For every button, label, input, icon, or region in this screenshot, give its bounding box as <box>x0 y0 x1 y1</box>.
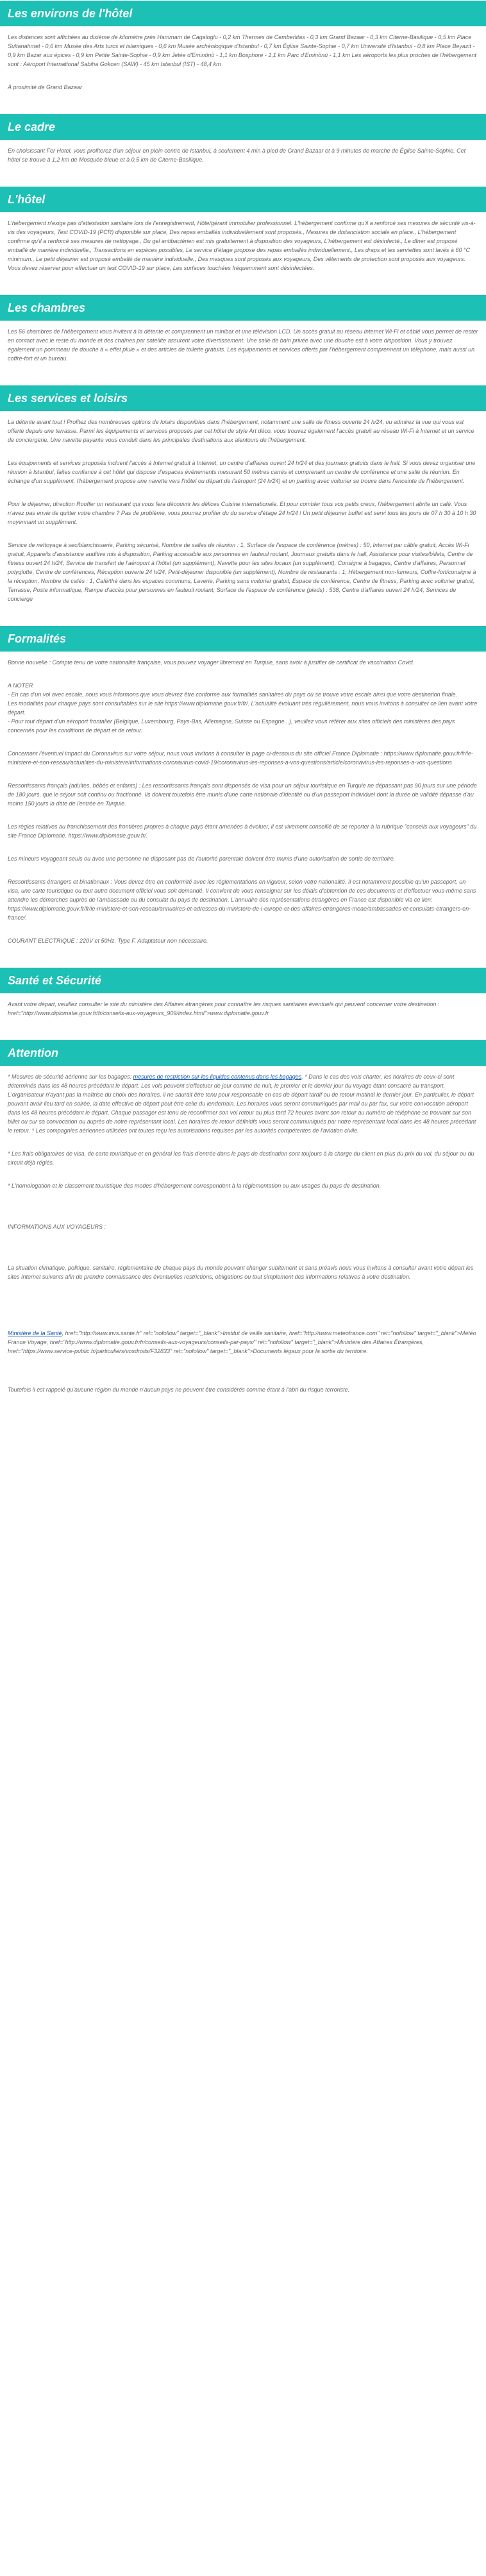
formalites-french-nationals: Ressortissants français (adultes, bébés et enfants) : Les ressortissants français sont dispensés de visa pour un séjour touristique en Turquie ne dépassant pas 90 jours sur une période de 180 jours, que le séjour soit continu ou fractionné. Ils doivent toutefois être munis d'une carte nationale d'identité ou d'un passeport individuel dont la durée de validité dépasse d'au moins 150 jours la date de l'entrée en Turquie. <box>8 782 477 807</box>
services-amenities-list: Service de nettoyage à sec/blanchisserie, Parking sécurisé, Nombre de salles de réunion : 1, Surface de l'espace de conférence (mètres) : 50, Internet par câble gratuit, Accès Wi-Fi gratuit, Appareils d'assistance auditive mis à disposition, Parking accessible aux personnes en fauteuil roulant, Journaux gratuits dans le hall, Assistance pour visites/billets, Centre de fitness ouvert 24 h/24, Service de transfert de l'aéroport à l'hôtel (un supplément), Navette pour les sites locaux (un supplément), Consigne à bagages, Centre d'affaires, Personnel polyglotte, Centre de conférences, Réception ouverte 24 h/24, Petit-déjeuner disponible (un supplément), Nombre de restaurants : 1, Hébergement non-fumeurs, Coffre-fort/consigne à la réception, Nombre de cafés : 1, Café/thé dans les espaces communs, Laverie, Parking sans voiturier gratuit, Espace de conférence, Centre de fitness, Parking avec voiturier gratuit, Terrasse, Poste informatique, Rampe d'accès pour personnes en fauteuil roulant, Surface de l'espace de conférence (pieds) : 538, Centre d'affaires ouvert 24 h/24, Services de concierge <box>8 542 476 602</box>
attention-flights-prefix: * Mesures de sécurité aérienne sur les bagages: <box>8 1073 133 1080</box>
attention-flights <box>8 1072 478 1135</box>
formalites-note-line: - En cas d'un vol avec escale, nous vous informons que vous devrez être conforme aux formalités sanitaires du pays où se trouve votre escale ainsi que votre destination finale. <box>8 691 458 698</box>
section-formalites <box>0 625 486 967</box>
services-dining: Pour le déjeuner, direction Rooffer un restaurant qui vous fera découvrir les délices Cuisine internationale. Et pour combler tous vos petits creux, l'hébergement abrite un café. Vous n'avez pas envie de quitter votre chambre ? Pas de problème, vous pourrez profiter du du service d'étage 24 h/24 ! Un petit déjeuner buffet est servi tous les jours de 07 h 30 à 10 h 30 moyennant un supplément. <box>8 501 476 525</box>
ministere-sante-link[interactable]: Ministère de la Santé <box>8 1330 62 1336</box>
section-title-cadre: Le cadre <box>0 114 486 140</box>
section-body-formalites <box>0 658 486 967</box>
section-chambres <box>0 294 486 385</box>
section-body-hotel <box>0 219 486 294</box>
formalites-border-rules: Les règles relatives au franchissement des frontières propres à chaque pays étant amenées à évoluer, il est vivement conseillé de se reporter à la rubrique "conseils aux voyageurs" du site France Diplomatie. https://www.diplomatie.gouv.fr/. <box>8 823 477 839</box>
environs-proximity: À proximité de Grand Bazaar <box>8 84 83 90</box>
section-body-chambres <box>0 327 486 385</box>
section-cadre <box>0 114 486 186</box>
section-title-attention: Attention <box>0 1040 486 1066</box>
section-title-formalites: Formalités <box>0 625 486 652</box>
attention-flights-text: . * Dans le cas des vols charter, les horaires de ceux-ci sont déterminés dans les 48 heures précédant le départ. Les vols peuvent s'effectuer de jour comme de nuit, le premier et le dernier jour du voyage étant consacré au transport. L'organisateur n'ayant pas la maîtrise du choix des horaires, il ne saurait être tenu pour responsable en cas de départ tardif ou de retour matinal le dernier jour. En particulier, le départ pouvant avoir lieu tard en soirée, la date effective de départ peut être celle du lendemain. Les horaires vous seront communiqués par mail ou par fax, sur votre convocation aéroport dans les 48 heures précédant le départ. Chaque passager est tenu de reconfirmer son vol retour au plus tard 72 heures avant son retour au numéro de téléphone se trouvant sur son billet ou sur sa convocation ou auprès de notre représentant local. Les horaires de retour définitifs vous seront communiqués par notre représentant local dans les 48 heures précédant le retour. * Les compagnies aériennes utilisées ont toutes reçu les autorisations requises par les autorités compétentes de l'aviation civile. <box>8 1073 476 1134</box>
formalites-note-line: - Pour tout départ d'un aéroport frontalier (Belgique, Luxembourg, Pays-Bas, Allemagne, Suisse ou Espagne...), veuillez vous référer aux sites officiels des ministères des pays concernés pour les conditions de départ et de retour. <box>8 718 455 734</box>
formalites-intro: Bonne nouvelle : Compte tenu de votre nationalité française, vous pouvez voyager librement en Turquie, sans avoir à justifier de certificat de vaccination Covid. <box>8 659 415 666</box>
attention-info-text: La situation climatique, politique, sanitaire, réglementaire de chaque pays du monde pouvant changer subitement et sans préavis nous vous invitons à consulter avant votre départ les sites Internet suivants afin de prendre connaissance des éventuelles restrictions, obligations ou tout simplement des informations relatives à votre destination. <box>8 1265 474 1280</box>
spacer <box>8 1238 478 1263</box>
sante-text: Avant votre départ, veuillez consulter le site du ministère des Affaires étrangères pour connaître les risques sanitaires éventuels qui peuvent concerner votre destination : href="http://www.diplomatie.gouv.fr/fr/conseils-aux-voyageurs_909/index.html">www.diplomatie.gouv.fr <box>8 1001 440 1016</box>
formalites-minors: Les mineurs voyageant seuls ou avec une personne ne disposant pas de l'autorité parentale doivent être munis d'une autorisation de sortie de territoire. <box>8 855 396 862</box>
formalites-note-line: Les modalités pour chaque pays sont consultables sur le site https://www.diplomatie.gouv.fr/fr/. L'actualité évoluant très régulièrement, nous vous invitons à consulter ce lien avant votre départ. <box>8 700 478 716</box>
spacer <box>8 1313 478 1329</box>
section-attention <box>0 1040 486 1416</box>
section-hotel <box>0 186 486 294</box>
environs-distances: Les distances sont affichées au dixième de kilomètre près Hammam de Cagaloglu - 0,2 km Thermes de Cemberlitas - 0,3 km Grand Bazaar - 0,3 km Citerne-Basilique - 0,5 km Place Sultanahmet - 0,6 km Musée des Arts turcs et islamiques - 0,6 km Musée archéologique d'Istanbul - 0,7 km Église Sainte-Sophie - 0,7 km Université d'Istanbul - 0,8 km Place Beyazit - 0,9 km Bazar aux épices - 0,9 km Petite Sainte-Sophie - 0,9 km Jetée d'Eminönü - 1,1 km Bosphore - 1,1 km Parc d'Eminönü - 1,1 km Les aéroports les plus proches de l'hébergement sont : Aéroport International Sabiha Gokcen (SAW) - 45 km Istanbul (IST) - 48,4 km <box>8 34 477 67</box>
section-body-cadre <box>0 146 486 186</box>
formalites-foreign-nationals: Ressortissants étrangers et binationaux : Vous devez être en conformité avec les réglementations en vigueur, selon votre nationalité. Il est notamment possible qu'un passeport, un visa, une carte touristique ou tout autre document officiel vous soit demandé. Il convient de vous renseigner sur les délais d'obtention de ces documents et d'effectuer vous-même sans attendre les démarches auprès de l'ambassade ou du consulat du pays de destination. L'annuaire des représentations étrangères en France est disponible via ce lien: https://www.diplomatie.gouv.fr/fr/le-ministere-et-son-reseau/annuaires-et-adresses-du-ministere-de-l-europe-et-des-affaires-etrangeres-meae/ambassades-et-consulats-etrangers-en-france/. <box>8 879 476 921</box>
hotel-text: L'hébergement n'exige pas d'attestation sanitaire lors de l'enregistrement, Hôte/gérant immobilier professionnel. L'hébergement confirme qu'il a renforcé ses mesures de sécurité vis-à-vis des voyageurs, Test COVID-19 (PCR) disponible sur place, Des repas emballés individuellement sont proposés., Mesures de distanciation sociale en place., L'hébergement confirme qu'il a renforcé ses mesures de nettoyage., Du gel antibactérien est mis gratuitement à disposition des voyageurs, L'hébergement est désinfecté., Le dîner est proposé emballé de manière individuelle., Transactions en espèces possibles, Le service d'étage propose des repas emballés individuellement., Les draps et les serviettes sont lavés à 60 °C minimum., Le petit déjeuner est proposé emballé de manière individuelle., Des masques sont proposés aux voyageurs, Des vêtements de protection sont proposés aux voyageurs. Vous devez réserver pour effectuer un test COVID-19 sur place, Les surfaces touchées fréquemment sont désinfectées. <box>8 220 476 271</box>
formalites-coronavirus: Concernant l'éventuel impact du Coronavirus sur votre séjour, nous vous invitons à consulter la page ci-dessous du site officiel France Diplomatie : https://www.diplomatie.gouv.fr/fr/le-ministere-et-son-reseau/actualites-du-ministere/informations-coronavirus-covid-19/coronavirus-les-reponses-a-vos-questions/article/coronavirus-les-reponses-a-vos-questions <box>8 750 473 766</box>
services-leisure: La détente avant tout ! Profitez des nombreuses options de loisirs disponibles dans l'hébergement, notamment une salle de fitness ouverte 24 h/24, ou admirez la vue qui vous est offerte depuis une terrasse. Parmi les équipements et services proposés par cet hôtel de style Art déco, vous trouvez également l'accès gratuit au réseau Wi-Fi à Internet et un service de conciergerie. Une navette payante vous conduit dans les principales destinations aux alentours de l'hébergement. <box>8 419 474 443</box>
section-title-environs: Les environs de l'hôtel <box>0 0 486 26</box>
section-title-hotel: L'hôtel <box>0 186 486 212</box>
attention-links-text: , href="http://www.invs.sante.fr" rel="nofollow" target="_blank">Institut de veille sanitaire, href="http://www.meteofrance.com" rel="nofollow" target="_blank">Météo France Voyage, href="http://www.diplomatie.gouv.fr/fr/conseils-aux-voyageurs/conseils-par-pays/" rel="nofollow" target="_blank">Ministère des Affaires Étrangères, href="https://www.service-public.fr/particuliers/vosdroits/F32833" rel="nofollow" target="_blank">Documents légaux pour la sortie du territoire. <box>8 1330 476 1354</box>
formalites-note-title: A NOTER <box>8 682 33 689</box>
spacer <box>8 1197 478 1222</box>
section-services <box>0 385 486 625</box>
attention-info-title: INFORMATIONS AUX VOYAGEURS : <box>8 1224 106 1230</box>
attention-fees: * Les frais obligatoires de visa, de carte touristique et en général les frais d'entrée dans le pays de destination sont toujours à la charge du client en plus du prix du vol, du séjour ou du circuit déjà réglés. <box>8 1150 474 1166</box>
services-business: Les équipements et services proposés incluent l'accès à Internet gratuit à Internet, un centre d'affaires ouvert 24 h/24 et des journaux gratuits dans le hall. Si vous devez organiser une réunion à Istanbul, faites confiance à cet hôtel qui dispose d'espaces événements mesurant 50 mètres carrés et comprenant un centre de conférence et une salle de réunion. En échange d'un supplément, l'hébergement propose une navette vers l'hôtel ou départ de l'aéroport (24 h/24) et un parking avec voiturier se trouve dans l'enceinte de l'hébergement. <box>8 460 476 484</box>
cadre-text: En choisissant Fer Hotel, vous profiterez d'un séjour en plein centre de Istanbul, à seulement 4 min à pied de Grand Bazaar et à 9 minutes de marche de Église Sainte-Sophie. Cet hôtel se trouve à 1,2 km de Mosquée bleue et à 0,5 km de Citerne-Basilique. <box>8 147 466 163</box>
liquids-restriction-link[interactable]: mesures de restriction sur les liquides contenus dans les bagages <box>133 1073 302 1080</box>
spacer <box>8 1288 478 1313</box>
section-title-chambres: Les chambres <box>0 294 486 321</box>
section-title-sante: Santé et Sécurité <box>0 967 486 993</box>
formalites-note <box>8 690 478 735</box>
attention-terrorism: Toutefois il est rappelé qu'aucune région du monde n'aucun pays ne peuvent être considérés comme étant à l'abri du risque terroriste. <box>8 1386 350 1393</box>
section-body-attention <box>0 1072 486 1416</box>
attention-links <box>8 1329 478 1356</box>
section-sante <box>0 967 486 1040</box>
section-environs <box>0 0 486 114</box>
spacer <box>8 1370 478 1385</box>
section-title-services: Les services et loisirs <box>0 385 486 411</box>
attention-classification: * L'homologation et le classement touristique des modes d'hébergement correspondent à la réglementation ou aux usages du pays de destination. <box>8 1183 381 1189</box>
chambres-text: Les 56 chambres de l'hébergement vous invitent à la détente et comprennent un minibar et une télévision LCD. Un accès gratuit au réseau Internet Wi-Fi et câblé vous permet de rester en contact avec le reste du monde et des chaînes par satellite assurent votre divertissement. Une salle de bain privée avec une douche est à votre disposition. Vous y trouvez également un pommeau de douche à « effet pluie » et des articles de toilette gratuits. Les équipements et services offerts par l'hébergement comprennent un téléphone, mais aussi un coffre-fort et un bureau. <box>8 328 478 362</box>
formalites-electricity: COURANT ELECTRIQUE : 220V et 50Hz. Type F. Adaptateur non nécessaire. <box>8 938 208 944</box>
section-body-environs <box>0 33 486 114</box>
section-body-sante <box>0 1000 486 1040</box>
section-body-services <box>0 417 486 625</box>
